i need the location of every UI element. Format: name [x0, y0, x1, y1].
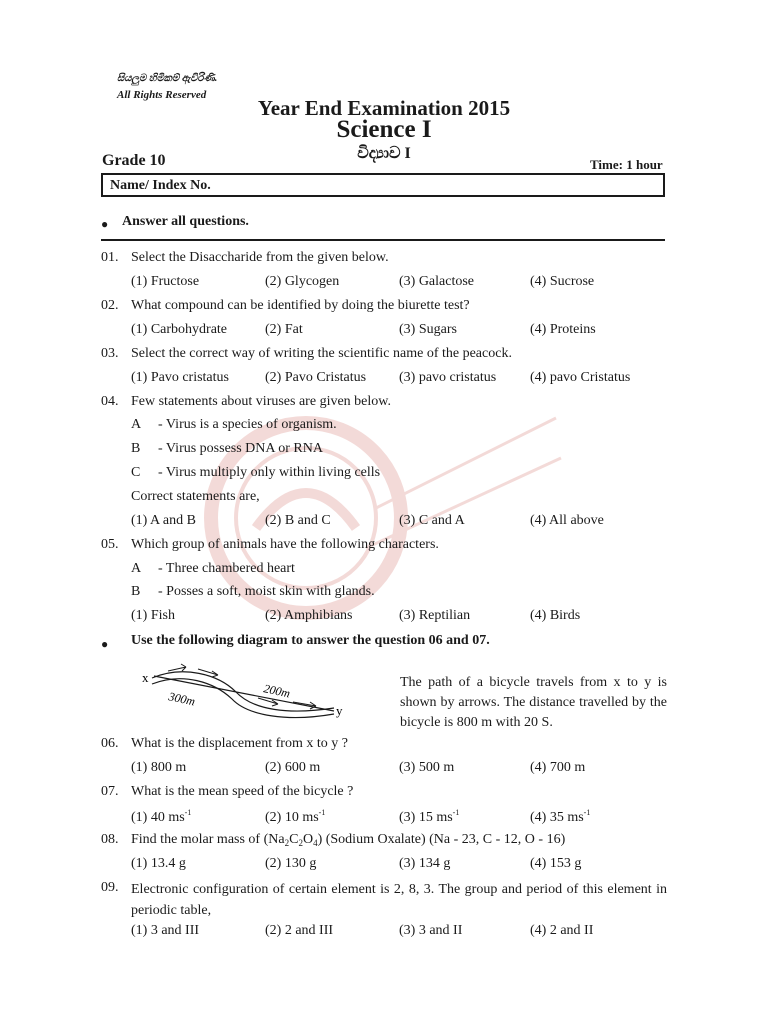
statement-label: B [131, 584, 141, 599]
option[interactable]: (3) Galactose [399, 274, 475, 289]
option[interactable]: (2) 600 m [265, 760, 321, 775]
option[interactable]: (2) Glycogen [265, 274, 340, 289]
divider [101, 239, 665, 241]
exam-title: Year End Examination 2015 [257, 96, 511, 120]
diagram-instruction: Use the following diagram to answer the question 06 and 07. [131, 633, 490, 648]
name-index-box[interactable] [101, 173, 665, 197]
option[interactable]: (1) 13.4 g [131, 856, 186, 871]
question-text: Find the molar mass of $(Na_2C_2O_4)$ (Sodium Oxalate) (Na - 23, C - 12, O - 16) [131, 832, 566, 848]
option[interactable]: (1) Carbohydrate [131, 322, 228, 337]
question-text: What is the mean speed of the bicycle ? [131, 784, 354, 799]
bicycle-path-diagram [138, 660, 358, 730]
question-number: 08. [101, 832, 119, 847]
watermark-logo [196, 398, 566, 648]
option[interactable]: (1) Fructose [131, 274, 200, 289]
option[interactable]: (2) Amphibians [265, 608, 353, 623]
question-text: What is the displacement from x to y ? [131, 736, 348, 751]
diagram-description: The path of a bicycle travels from x to y is shown by arrows. The distance travelled by the bicycle is 800 m with 20 S. [400, 675, 667, 730]
option[interactable]: (3) 134 g [399, 856, 451, 871]
statement-text: - Posses a soft, moist skin with glands. [158, 584, 375, 599]
label-y: y [336, 703, 343, 718]
question-text: Select the Disaccharide from the given below. [131, 250, 389, 265]
statement-text: - Virus is a species of organism. [158, 417, 337, 432]
question-text: Which group of animals have the following characters. [131, 537, 439, 552]
statement-text: - Virus multiply only within living cells [158, 465, 381, 480]
distance-left: 300m [167, 689, 197, 709]
label-x: x [142, 670, 149, 685]
statement-label: B [131, 441, 141, 456]
statement-text: - Three chambered heart [158, 561, 295, 576]
option[interactable]: (1) A and B [131, 513, 196, 528]
option[interactable]: (3) pavo cristatus [399, 370, 497, 385]
option[interactable]: (4) Proteins [530, 322, 596, 337]
option[interactable]: (2) 10 $ms^{-1}$ [265, 808, 326, 825]
option[interactable]: (3) Sugars [399, 322, 457, 337]
question-number: 02. [101, 298, 119, 313]
statement-label: A [131, 417, 142, 432]
question-number: 04. [101, 394, 119, 409]
question-number: 03. [101, 346, 119, 361]
option[interactable]: (3) 500 m [399, 760, 455, 775]
question-text: What compound can be identified by doing the biurette test? [131, 298, 470, 313]
instruction: Answer all questions. [122, 214, 249, 229]
option[interactable]: (4) Birds [530, 608, 581, 623]
option[interactable]: (4) pavo Cristatus [530, 370, 631, 385]
grade-label: Grade 10 [102, 152, 166, 169]
statement-label: C [131, 465, 141, 480]
option[interactable]: (2) 2 and III [265, 923, 334, 938]
distance-right: 200m [262, 681, 292, 701]
option[interactable]: (3) 15 $ms^{-1}$ [399, 808, 460, 825]
option[interactable]: (4) 35 $ms^{-1}$ [530, 808, 591, 825]
option[interactable]: (4) 2 and II [530, 923, 594, 938]
bullet-icon: ● [101, 637, 109, 651]
rights-reserved: All Rights Reserved [117, 89, 207, 101]
option[interactable]: (4) 153 g [530, 856, 582, 871]
question-text: Few statements about viruses are given below. [131, 394, 391, 409]
option[interactable]: (2) B and C [265, 513, 331, 528]
question-number: 06. [101, 736, 119, 751]
question-text: Electronic configuration of certain element is 2, 8, 3. The group and period of this element in periodic table, [131, 882, 667, 918]
option[interactable]: (1) Fish [131, 608, 175, 623]
question-lead: Correct statements are, [131, 489, 260, 504]
question-text: Select the correct way of writing the scientific name of the peacock. [131, 346, 512, 361]
time-label: Time: 1 hour [590, 157, 663, 172]
option[interactable]: (3) 3 and II [399, 923, 463, 938]
option[interactable]: (3) C and A [399, 513, 465, 528]
question-number: 09. [101, 880, 119, 895]
option[interactable]: (2) Fat [265, 322, 303, 337]
subject-title-sinhala: විද්‍යාව I [357, 145, 411, 162]
question-number: 01. [101, 250, 119, 265]
bullet-icon: ● [101, 217, 109, 231]
option[interactable]: (4) All above [530, 513, 604, 528]
option[interactable]: (2) 130 g [265, 856, 317, 871]
option[interactable]: (1) 40 $ms^{-1}$ [131, 808, 192, 825]
question-number: 05. [101, 537, 119, 552]
option[interactable]: (3) Reptilian [399, 608, 471, 623]
name-index-label: Name/ Index No. [110, 178, 211, 193]
option[interactable]: (1) 3 and III [131, 923, 200, 938]
statement-text: - Virus possess DNA or RNA [158, 441, 323, 456]
subject-title: Science I [336, 116, 432, 143]
statement-label: A [131, 561, 142, 576]
option[interactable]: (1) Pavo cristatus [131, 370, 229, 385]
question-number: 07. [101, 784, 119, 799]
option[interactable]: (1) 800 m [131, 760, 187, 775]
option[interactable]: (4) 700 m [530, 760, 586, 775]
option[interactable]: (2) Pavo Cristatus [265, 370, 367, 385]
option[interactable]: (4) Sucrose [530, 274, 595, 289]
rights-sinhala: සියලුම හිමිකම් ඇවිරිණි. [117, 73, 218, 84]
